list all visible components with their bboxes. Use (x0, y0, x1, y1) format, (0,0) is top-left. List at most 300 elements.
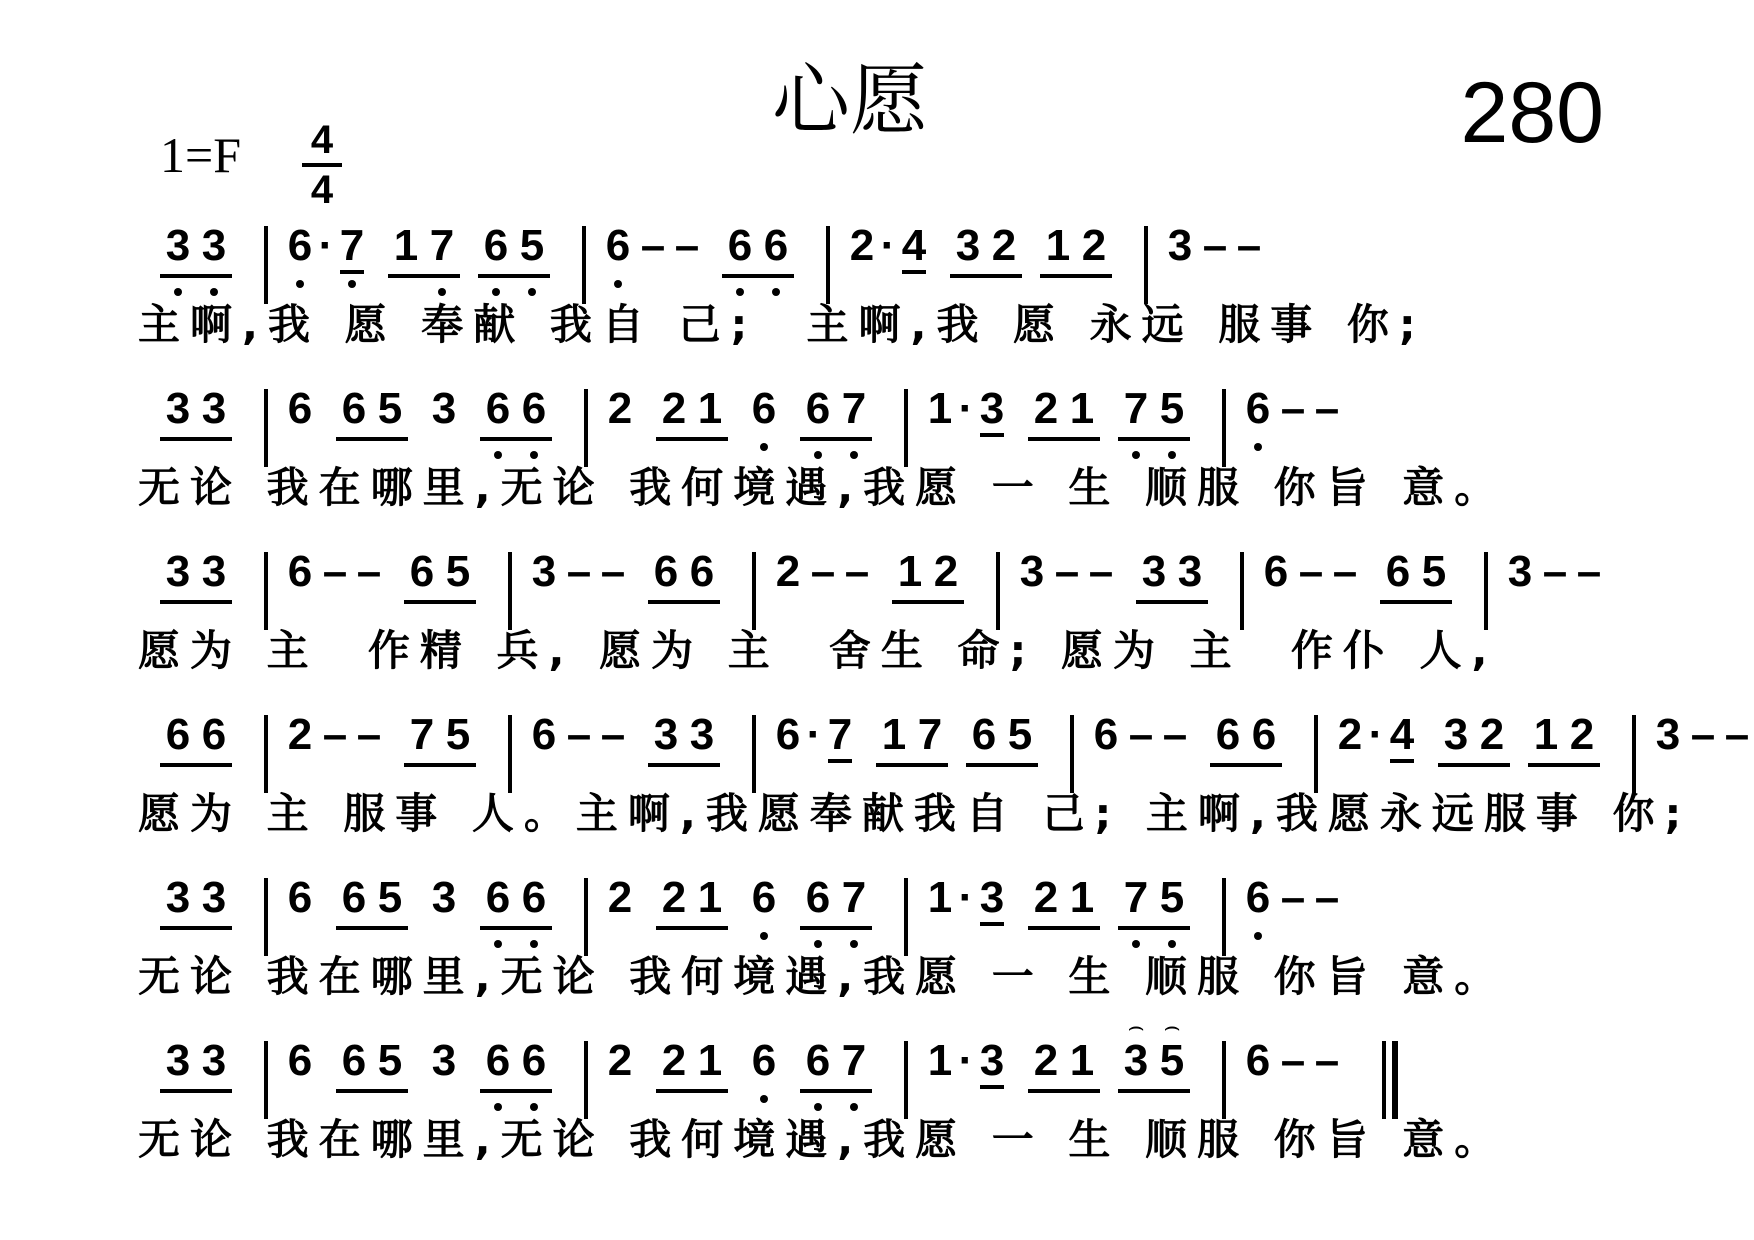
note: 6 (971, 710, 997, 759)
hold-dash: – (1332, 547, 1358, 596)
note-group (1332, 709, 1420, 765)
note-group (892, 546, 964, 604)
hold-dash: – (1236, 221, 1262, 270)
note: 6 (746, 1035, 782, 1091)
lower-octave-dot (1254, 932, 1262, 940)
note: 6 (282, 220, 318, 276)
note: 6 (775, 710, 801, 759)
note: 6 (1385, 547, 1411, 596)
note-group (966, 709, 1038, 767)
note-group (1088, 709, 1192, 765)
note: 2 (607, 1036, 633, 1085)
note-group (336, 872, 408, 930)
note: 6 (1240, 383, 1276, 439)
note-group (602, 1035, 638, 1091)
measure (268, 1035, 584, 1093)
measure (756, 709, 1070, 767)
note-group (656, 872, 728, 930)
time-signature (302, 120, 342, 210)
augmentation-dot: · (880, 221, 896, 270)
note: 7 (1118, 383, 1154, 439)
measure (908, 383, 1222, 441)
note: 6 (746, 872, 782, 928)
hold-dash: – (1314, 1036, 1340, 1085)
note-group (600, 220, 704, 276)
note: 6 (478, 220, 514, 276)
note: 2 (1081, 221, 1107, 270)
note: 5 (377, 384, 403, 433)
note-group (526, 546, 630, 602)
note: 2 (1033, 384, 1059, 433)
measure (268, 546, 508, 604)
note: 3 (974, 383, 1010, 439)
note-group (1028, 872, 1100, 930)
note: 7 (409, 710, 435, 759)
note: 1 (1045, 221, 1071, 270)
note: 6 (287, 547, 313, 596)
hold-dash: – (1314, 384, 1340, 433)
note: 3 (165, 384, 191, 433)
measure (1488, 546, 1638, 602)
note: 7 (1118, 872, 1154, 928)
note: 6 (758, 220, 794, 276)
note-group (282, 1035, 318, 1091)
note: 2 (775, 547, 801, 596)
note-group (1028, 383, 1100, 441)
note: 6 (287, 384, 313, 433)
hold-dash: – (1280, 873, 1306, 922)
note-group (876, 709, 948, 767)
note-group (1240, 1035, 1344, 1091)
note-group (1650, 709, 1754, 765)
hold-dash: – (356, 710, 382, 759)
note: 6 (341, 1036, 367, 1085)
note: 2 (1569, 710, 1595, 759)
note: 6 (653, 547, 679, 596)
note-group (426, 383, 462, 439)
measure (1148, 220, 1298, 276)
eighth-underline (980, 433, 1004, 437)
measure (268, 220, 582, 278)
note: 6 (165, 710, 191, 759)
fermata-icon: ⌢ (1127, 1011, 1145, 1041)
note: 6 (516, 1035, 552, 1091)
note-group (922, 383, 1010, 439)
note: 6 (689, 547, 715, 596)
note: 6 (516, 383, 552, 439)
note-group (404, 546, 476, 604)
eighth-underline (340, 270, 364, 274)
hold-dash: – (322, 710, 348, 759)
note-group (602, 872, 638, 928)
note: 3 (165, 547, 191, 596)
song-title: 心愿 (771, 56, 928, 146)
note-group (282, 383, 318, 439)
note: 6 (287, 1036, 313, 1085)
note: 3 (201, 1036, 227, 1085)
note: 6 (480, 383, 516, 439)
hold-dash: – (1690, 710, 1716, 759)
time-signature-line (302, 163, 342, 167)
note: 4 (896, 220, 932, 276)
note: 3 (1141, 547, 1167, 596)
note-group (404, 709, 476, 767)
measure (160, 872, 264, 930)
note: 2 (607, 873, 633, 922)
note-group (426, 1035, 462, 1091)
note: 7 (334, 220, 370, 276)
note-group (746, 383, 782, 439)
measure (830, 220, 1144, 278)
note-group (1118, 383, 1190, 441)
note: 1 (927, 873, 953, 922)
augmentation-dot: · (806, 710, 822, 759)
note-group (282, 546, 386, 602)
note: 3 (196, 220, 232, 276)
note-group (1040, 220, 1112, 278)
note: 5 (445, 547, 471, 596)
note: 6 (1215, 710, 1241, 759)
hold-dash: – (1202, 221, 1228, 270)
augmentation-dot: · (958, 1036, 974, 1085)
measure (1074, 709, 1314, 767)
hold-dash: – (1088, 547, 1114, 596)
measure (268, 709, 508, 767)
score (138, 220, 1750, 1198)
note: 6 (201, 710, 227, 759)
note-group (722, 220, 794, 278)
measure (160, 546, 264, 604)
note-group (480, 872, 552, 930)
note-group (922, 1035, 1010, 1091)
score-system (138, 383, 1620, 546)
note: 6 (746, 383, 782, 439)
hold-dash: – (1280, 1036, 1306, 1085)
eighth-underline (980, 1085, 1004, 1089)
note: 4 (1384, 709, 1420, 765)
measure (1318, 709, 1632, 767)
note: 3 (1443, 710, 1469, 759)
note-group (1438, 709, 1510, 767)
lyrics-line: 愿为 主 作精 兵, 愿为 主 舍生 命; 愿为 主 作仆 人, (138, 626, 1498, 675)
note: 1 (697, 873, 723, 922)
measure (586, 220, 826, 278)
note-group (160, 383, 232, 441)
note: 6 (480, 1035, 516, 1091)
note: 2 (661, 873, 687, 922)
note-group (922, 872, 1010, 928)
note-group (1502, 546, 1606, 602)
note: 3 (1177, 547, 1203, 596)
note-group (160, 872, 232, 930)
measure (1226, 872, 1376, 928)
note-group (480, 1035, 552, 1093)
note: 5 (445, 710, 471, 759)
note-group (336, 1035, 408, 1093)
hold-dash: – (810, 547, 836, 596)
note: 7 (836, 383, 872, 439)
note: 2 (607, 384, 633, 433)
note: 1 (697, 1036, 723, 1085)
note-group (800, 872, 872, 930)
eighth-underline (980, 922, 1004, 926)
note: 6 (600, 220, 636, 276)
note: 2 (287, 710, 313, 759)
note-group (1028, 1035, 1100, 1093)
note: 6 (1240, 872, 1276, 928)
note: 3 (201, 384, 227, 433)
measure (588, 872, 904, 930)
measure (1000, 546, 1240, 604)
note: 3 (689, 710, 715, 759)
note-group (282, 872, 318, 928)
note: 6 (341, 873, 367, 922)
note-group (656, 1035, 728, 1093)
note-group (426, 872, 462, 928)
note-group (160, 1035, 232, 1093)
note-group (648, 546, 720, 604)
hold-dash: – (1314, 873, 1340, 922)
measure (512, 709, 752, 767)
note: 6 (480, 872, 516, 928)
measure (160, 383, 264, 441)
note-group (1380, 546, 1452, 604)
hold-dash: – (640, 221, 666, 270)
eighth-underline (902, 270, 926, 274)
note: 2 (1337, 710, 1363, 759)
note: 2 (991, 221, 1017, 270)
note: 3 (160, 220, 196, 276)
note-group (1014, 546, 1118, 602)
lower-octave-dot (760, 1095, 768, 1103)
measure (588, 1035, 904, 1093)
hold-dash: – (1280, 384, 1306, 433)
hold-dash: – (1298, 547, 1324, 596)
note: 1 (1069, 384, 1095, 433)
note-group (160, 709, 232, 767)
note: 5 (1154, 383, 1190, 439)
note-group (160, 220, 232, 278)
measure (588, 383, 904, 441)
measure (1636, 709, 1754, 765)
note-group (282, 220, 370, 276)
note: 7 (836, 872, 872, 928)
note-group (1258, 546, 1362, 602)
measure (1244, 546, 1484, 604)
measure (908, 872, 1222, 930)
note: 3 (955, 221, 981, 270)
note: 6 (1251, 710, 1277, 759)
key-label: 1=F (160, 127, 242, 183)
note: 2 (933, 547, 959, 596)
note-group (770, 546, 874, 602)
note: 3 (1019, 547, 1045, 596)
measure (908, 1011, 1222, 1093)
hold-dash: – (1128, 710, 1154, 759)
note: 3 (1507, 547, 1533, 596)
note: 6 (800, 872, 836, 928)
augmentation-dot: · (958, 873, 974, 922)
score-system (138, 872, 1620, 1035)
note-group (648, 709, 720, 767)
note: 1 (1069, 1036, 1095, 1085)
note-group (1118, 1011, 1190, 1093)
note: 2 (1033, 873, 1059, 922)
hold-dash: – (600, 710, 626, 759)
note: 1 (927, 384, 953, 433)
score-system (138, 220, 1620, 383)
augmentation-dot: · (958, 384, 974, 433)
lower-octave-dot (614, 280, 622, 288)
note: 6 (722, 220, 758, 276)
note: 5 (1007, 710, 1033, 759)
note-group (1528, 709, 1600, 767)
measure (160, 1035, 264, 1093)
note: 3 (974, 872, 1010, 928)
note-group (388, 220, 460, 278)
note: 1 (927, 1036, 953, 1085)
note: 6 (287, 873, 313, 922)
score-system (138, 1011, 1620, 1198)
note: 1 (393, 221, 419, 270)
note: 6 (341, 384, 367, 433)
note: 3 (201, 547, 227, 596)
hymn-number: 280 (1460, 65, 1604, 161)
hold-dash: – (356, 547, 382, 596)
note: 2 (1033, 1036, 1059, 1085)
hold-dash: – (322, 547, 348, 596)
eighth-underline (828, 759, 852, 763)
hold-dash: – (674, 221, 700, 270)
note: 2 (661, 384, 687, 433)
note-group (770, 709, 858, 765)
measure (1226, 383, 1376, 439)
note-group (1118, 872, 1190, 930)
lower-octave-dot (296, 280, 304, 288)
measure (160, 709, 264, 767)
hold-dash: – (1054, 547, 1080, 596)
note-group (526, 709, 630, 765)
note: 7 (424, 220, 460, 276)
hold-dash: – (600, 547, 626, 596)
note-group (282, 709, 386, 765)
note: 3 (165, 873, 191, 922)
note-group (746, 1035, 782, 1091)
note: 6 (516, 872, 552, 928)
note: 1 (1533, 710, 1559, 759)
measure (268, 872, 584, 930)
hold-dash: – (1724, 710, 1750, 759)
note-group (1240, 872, 1344, 928)
note: 1 (897, 547, 923, 596)
fermata-icon: ⌢ (1163, 1011, 1181, 1041)
note: 6 (409, 547, 435, 596)
note: 3 (165, 1036, 191, 1085)
note-group (844, 220, 932, 276)
measure (268, 383, 584, 441)
note: 3 (653, 710, 679, 759)
note-group (1162, 220, 1266, 276)
note: 7 (822, 709, 858, 765)
note: 7 (917, 710, 943, 759)
lyrics-line: 主啊,我 愿 奉献 我自 己; 主啊,我 愿 永远 服事 你; (138, 300, 1426, 349)
note-group (746, 872, 782, 928)
note: 3 (431, 873, 457, 922)
note: 2 (1479, 710, 1505, 759)
note: 5 (377, 873, 403, 922)
key-signature (160, 127, 242, 183)
score-system (138, 709, 1750, 872)
time-bottom: 4 (310, 168, 334, 212)
note: 3 ⌢ (1123, 1011, 1149, 1085)
lower-octave-dot (348, 280, 356, 288)
eighth-underline (1390, 759, 1414, 763)
note: 3 (201, 873, 227, 922)
measure (1226, 1035, 1376, 1091)
note-group (800, 383, 872, 441)
hold-dash: – (1162, 710, 1188, 759)
note-group (160, 546, 232, 604)
note: 6 (1263, 547, 1289, 596)
note: 6 (531, 710, 557, 759)
note-group (336, 383, 408, 441)
note-group (950, 220, 1022, 278)
lyrics-line: 无论 我在哪里,无论 我何境遇,我愿 一 生 顺服 你旨 意。 (138, 463, 1507, 512)
lyrics-line: 愿为 主 服事 人。主啊,我愿奉献我自 己; 主啊,我愿永远服事 你; (138, 789, 1692, 838)
hold-dash: – (566, 710, 592, 759)
note: 3 (974, 1035, 1010, 1091)
lower-octave-dot (760, 932, 768, 940)
note: 3 (1167, 221, 1193, 270)
note-group (800, 1035, 872, 1093)
hold-dash: – (844, 547, 870, 596)
note: 5 (1421, 547, 1447, 596)
note: 6 (800, 383, 836, 439)
lyrics-line: 无论 我在哪里,无论 我何境遇,我愿 一 生 顺服 你旨 意。 (138, 952, 1507, 1001)
lower-octave-dot (760, 443, 768, 451)
note-group (478, 220, 550, 278)
hold-dash: – (566, 547, 592, 596)
note: 1 (697, 384, 723, 433)
note: 2 (849, 221, 875, 270)
score-system (138, 546, 1620, 709)
note: 3 (1655, 710, 1681, 759)
note: 3 (431, 384, 457, 433)
note-group (480, 383, 552, 441)
hold-dash: – (1542, 547, 1568, 596)
note: 5 ⌢ (1159, 1011, 1185, 1085)
note-group (656, 383, 728, 441)
measure (756, 546, 996, 604)
note: 1 (1069, 873, 1095, 922)
time-top: 4 (310, 118, 334, 162)
measure (160, 220, 264, 278)
note: 6 (1245, 1036, 1271, 1085)
note: 1 (881, 710, 907, 759)
note-group (602, 383, 638, 439)
augmentation-dot: · (318, 221, 334, 270)
note-group (1136, 546, 1208, 604)
note: 6 (800, 1035, 836, 1091)
lower-octave-dot (1254, 443, 1262, 451)
note: 7 (836, 1035, 872, 1091)
note: 3 (531, 547, 557, 596)
note: 2 (661, 1036, 687, 1085)
hold-dash: – (1576, 547, 1602, 596)
note-group (1240, 383, 1344, 439)
note-group (1210, 709, 1282, 767)
note: 5 (377, 1036, 403, 1085)
